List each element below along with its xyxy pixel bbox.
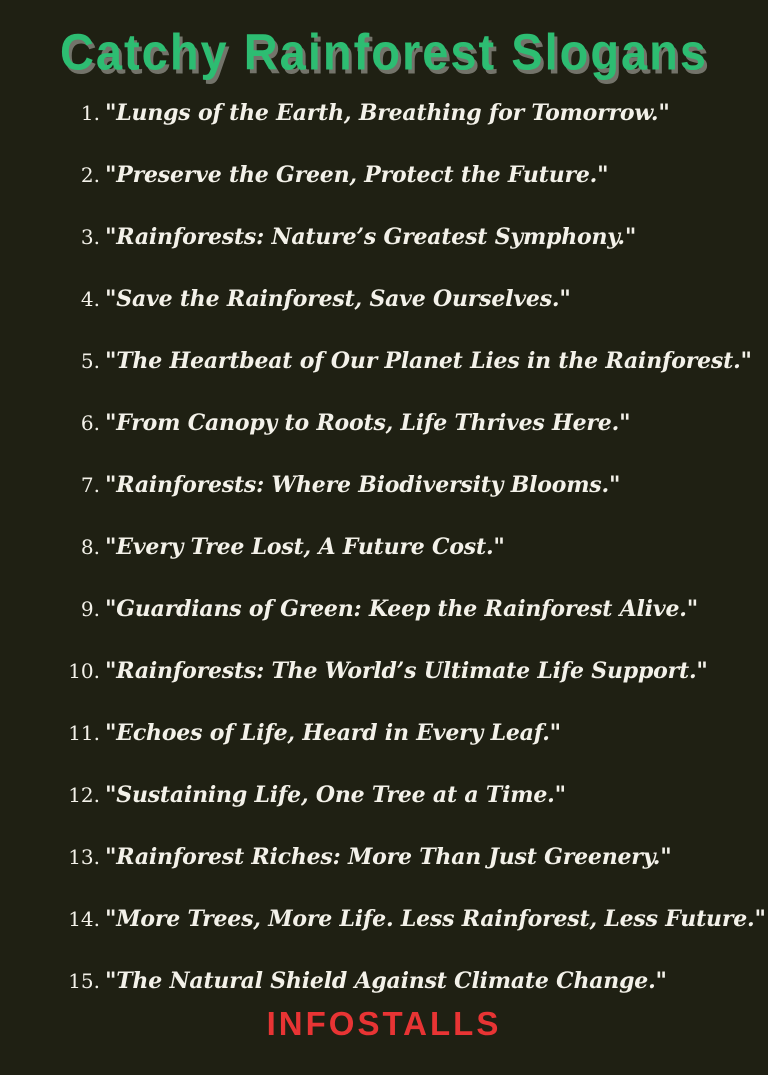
list-item [0,409,768,437]
list-item [0,595,768,623]
list-item [0,533,768,561]
list-item-number: 6. [80,411,100,435]
list-item-number: 12. [68,783,100,807]
slogan-text: "The Natural Shield Against Climate Change." [105,968,667,994]
list-item-number: 14. [68,907,100,931]
list-item [0,719,768,747]
list-item [0,967,768,995]
slogan-text: "Rainforests: The World’s Ultimate Life Support." [105,658,708,684]
list-item-number: 11. [68,721,100,745]
list-item-number: 5. [80,349,100,373]
slogan-list [0,99,768,995]
slogan-text: "Rainforests: Nature’s Greatest Symphony." [105,224,637,250]
list-item-number: 13. [68,845,100,869]
slogan-text: "Sustaining Life, One Tree at a Time." [105,782,566,808]
brand-footer: INFOSTALLS [266,1005,502,1042]
slogan-text: "Rainforest Riches: More Than Just Greenery." [105,844,672,870]
list-item [0,657,768,685]
slogan-text: "Rainforests: Where Biodiversity Blooms." [105,472,621,498]
list-item-number: 15. [68,969,100,993]
list-item-number: 8. [80,535,100,559]
slogan-text: "Preserve the Green, Protect the Future." [105,162,609,188]
slogan-text: "The Heartbeat of Our Planet Lies in the Rainforest." [105,348,752,374]
slogan-text: "Echoes of Life, Heard in Every Leaf." [105,720,561,746]
slogan-text: "Guardians of Green: Keep the Rainforest Alive." [105,596,698,622]
list-item [0,781,768,809]
list-item [0,99,768,127]
list-item-number: 4. [80,287,100,311]
list-item [0,347,768,375]
slogan-text: "Save the Rainforest, Save Ourselves." [105,286,571,312]
list-item-number: 10. [68,659,100,683]
slogan-text: "More Trees, More Life. Less Rainforest, Less Future." [105,906,766,932]
list-item [0,843,768,871]
list-item [0,161,768,189]
list-item-number: 3. [80,225,100,249]
list-item [0,905,768,933]
page-title: Catchy Rainforest Slogans [59,22,709,81]
slogan-text: "Every Tree Lost, A Future Cost." [105,534,505,560]
list-item-number: 7. [80,473,100,497]
list-item-number: 9. [80,597,100,621]
list-item [0,285,768,313]
slogan-text: "Lungs of the Earth, Breathing for Tomorrow." [105,100,670,126]
list-item [0,223,768,251]
list-item-number: 1. [80,101,100,125]
list-item-number: 2. [80,163,100,187]
list-item [0,471,768,499]
slogan-text: "From Canopy to Roots, Life Thrives Here." [105,410,631,436]
